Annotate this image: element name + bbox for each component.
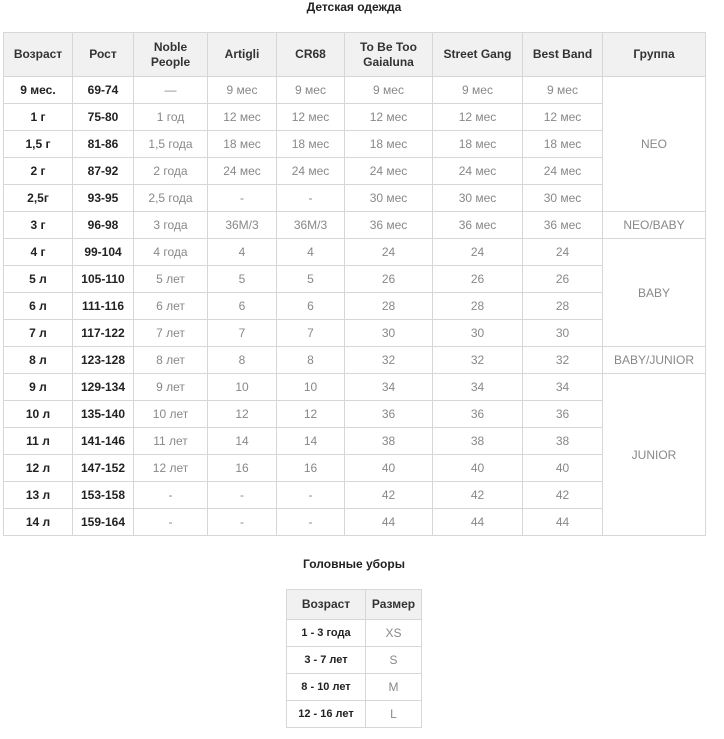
table-cell: 10 bbox=[277, 374, 345, 401]
table-cell: 12 - 16 лет bbox=[287, 701, 366, 728]
table-cell: 7 bbox=[277, 320, 345, 347]
table-cell: 99-104 bbox=[73, 239, 134, 266]
table-cell: 1,5 года bbox=[134, 131, 208, 158]
table-cell: 96-98 bbox=[73, 212, 134, 239]
header-row bbox=[287, 590, 422, 620]
table-row bbox=[4, 266, 706, 293]
column-header: Рост bbox=[73, 33, 134, 77]
table-cell: 141-146 bbox=[73, 428, 134, 455]
table-cell: 30 bbox=[433, 320, 523, 347]
table-row bbox=[4, 104, 706, 131]
table-cell: 7 л bbox=[4, 320, 73, 347]
page-title-kids-clothing: Детская одежда bbox=[306, 0, 402, 14]
table-cell: 14 bbox=[277, 428, 345, 455]
table-cell: 28 bbox=[523, 293, 603, 320]
table-cell: 75-80 bbox=[73, 104, 134, 131]
table-cell: 12 мес bbox=[208, 104, 277, 131]
table-cell: 30 bbox=[523, 320, 603, 347]
table-cell: 32 bbox=[433, 347, 523, 374]
table-row bbox=[287, 647, 422, 674]
table-row bbox=[4, 509, 706, 536]
table-cell: 8 bbox=[208, 347, 277, 374]
table-cell: 38 bbox=[523, 428, 603, 455]
table-cell: 24 мес bbox=[345, 158, 433, 185]
table-cell: 30 мес bbox=[523, 185, 603, 212]
table-cell: 6 bbox=[208, 293, 277, 320]
table-cell: 4 bbox=[208, 239, 277, 266]
table-cell: 24 мес bbox=[523, 158, 603, 185]
column-header: Группа bbox=[603, 33, 706, 77]
table-cell: 36 мес bbox=[345, 212, 433, 239]
table-cell: 9 мес. bbox=[4, 77, 73, 104]
table-row bbox=[4, 401, 706, 428]
table-cell: 123-128 bbox=[73, 347, 134, 374]
table-cell: 12 мес bbox=[345, 104, 433, 131]
table-cell: 2,5г bbox=[4, 185, 73, 212]
table-cell: 42 bbox=[433, 482, 523, 509]
table-cell: 4 bbox=[277, 239, 345, 266]
column-header: Noble People bbox=[134, 33, 208, 77]
column-header: Возраст bbox=[4, 33, 73, 77]
table-cell: 10 л bbox=[4, 401, 73, 428]
table-row bbox=[4, 374, 706, 401]
table-cell: 8 bbox=[277, 347, 345, 374]
table-cell: 36 мес bbox=[433, 212, 523, 239]
table-cell: - bbox=[277, 509, 345, 536]
table-cell: 36M/3 bbox=[277, 212, 345, 239]
table-cell: 9 мес bbox=[277, 77, 345, 104]
table-cell: 38 bbox=[345, 428, 433, 455]
table-cell: 44 bbox=[523, 509, 603, 536]
table-cell: 4 года bbox=[134, 239, 208, 266]
table-cell: 12 л bbox=[4, 455, 73, 482]
table-cell: 14 bbox=[208, 428, 277, 455]
table-cell: 69-74 bbox=[73, 77, 134, 104]
group-cell: NEO/BABY bbox=[603, 212, 706, 239]
table-cell: 9 мес bbox=[208, 77, 277, 104]
table-cell: - bbox=[208, 185, 277, 212]
table-cell: 36 мес bbox=[523, 212, 603, 239]
table-row bbox=[4, 428, 706, 455]
table-cell: 38 bbox=[433, 428, 523, 455]
table-cell: 1 г bbox=[4, 104, 73, 131]
table-cell: 135-140 bbox=[73, 401, 134, 428]
table-cell: 10 bbox=[208, 374, 277, 401]
table-row bbox=[4, 347, 706, 374]
table-cell: 42 bbox=[523, 482, 603, 509]
column-header: Artigli bbox=[208, 33, 277, 77]
table-cell: 28 bbox=[345, 293, 433, 320]
column-header: Street Gang bbox=[433, 33, 523, 77]
table-cell: 34 bbox=[523, 374, 603, 401]
table-cell: 34 bbox=[433, 374, 523, 401]
table-cell: 3 г bbox=[4, 212, 73, 239]
table-row bbox=[4, 293, 706, 320]
table-cell: 4 г bbox=[4, 239, 73, 266]
table-cell: 9 лет bbox=[134, 374, 208, 401]
group-cell: BABY/JUNIOR bbox=[603, 347, 706, 374]
table-cell: XS bbox=[366, 620, 422, 647]
table-cell: 5 bbox=[208, 266, 277, 293]
table-row bbox=[4, 239, 706, 266]
table-cell: - bbox=[277, 185, 345, 212]
table-row bbox=[4, 158, 706, 185]
table-cell: 40 bbox=[433, 455, 523, 482]
column-header: To Be Too Gaialuna bbox=[345, 33, 433, 77]
table-header bbox=[4, 33, 706, 77]
table-cell: 129-134 bbox=[73, 374, 134, 401]
table-cell: 5 лет bbox=[134, 266, 208, 293]
table-cell: 40 bbox=[345, 455, 433, 482]
table-row bbox=[4, 482, 706, 509]
column-header: Возраст bbox=[287, 590, 366, 620]
table-cell: 24 мес bbox=[208, 158, 277, 185]
table-cell: 32 bbox=[523, 347, 603, 374]
kids-clothing-size-table bbox=[3, 32, 706, 536]
table-body bbox=[4, 77, 706, 536]
table-cell: 1,5 г bbox=[4, 131, 73, 158]
table-cell: 8 лет bbox=[134, 347, 208, 374]
table-cell: 9 мес bbox=[433, 77, 523, 104]
table-cell: 12 мес bbox=[433, 104, 523, 131]
table-cell: - bbox=[134, 509, 208, 536]
table-cell: 36 bbox=[523, 401, 603, 428]
table-cell: 6 л bbox=[4, 293, 73, 320]
table-cell: 12 мес bbox=[277, 104, 345, 131]
column-header: Best Band bbox=[523, 33, 603, 77]
table-cell: 12 bbox=[208, 401, 277, 428]
table-cell: 18 мес bbox=[277, 131, 345, 158]
table-cell: - bbox=[208, 509, 277, 536]
table-cell: 16 bbox=[208, 455, 277, 482]
table-row bbox=[4, 77, 706, 104]
table-cell: 9 мес bbox=[523, 77, 603, 104]
table-cell: 24 bbox=[523, 239, 603, 266]
table-cell: — bbox=[134, 77, 208, 104]
table-cell: 81-86 bbox=[73, 131, 134, 158]
table-cell: 36 bbox=[433, 401, 523, 428]
table-cell: 44 bbox=[345, 509, 433, 536]
table-body bbox=[287, 620, 422, 728]
table-cell: 2 года bbox=[134, 158, 208, 185]
table-cell: 7 bbox=[208, 320, 277, 347]
table-cell: 18 мес bbox=[208, 131, 277, 158]
table-cell: 12 bbox=[277, 401, 345, 428]
section-title-headwear: Головные уборы bbox=[303, 557, 405, 571]
header-row bbox=[4, 33, 706, 77]
column-header: Размер bbox=[366, 590, 422, 620]
table-cell: - bbox=[134, 482, 208, 509]
headwear-size-table bbox=[286, 589, 422, 728]
table-cell: 12 лет bbox=[134, 455, 208, 482]
table-row bbox=[287, 620, 422, 647]
table-cell: 13 л bbox=[4, 482, 73, 509]
table-cell: 3 - 7 лет bbox=[287, 647, 366, 674]
table-cell: 16 bbox=[277, 455, 345, 482]
table-cell: 8 - 10 лет bbox=[287, 674, 366, 701]
table-cell: 36M/3 bbox=[208, 212, 277, 239]
table-cell: 111-116 bbox=[73, 293, 134, 320]
table-cell: 2 г bbox=[4, 158, 73, 185]
table-cell: 30 bbox=[345, 320, 433, 347]
table-cell: - bbox=[208, 482, 277, 509]
table-cell: 18 мес bbox=[523, 131, 603, 158]
table-cell: 1 - 3 года bbox=[287, 620, 366, 647]
table-cell: 9 л bbox=[4, 374, 73, 401]
table-cell: 30 мес bbox=[433, 185, 523, 212]
table-cell: 24 bbox=[433, 239, 523, 266]
table-cell: 24 мес bbox=[433, 158, 523, 185]
table-cell: 36 bbox=[345, 401, 433, 428]
table-row bbox=[4, 212, 706, 239]
group-cell: BABY bbox=[603, 239, 706, 347]
table-cell: 6 лет bbox=[134, 293, 208, 320]
table-cell: 26 bbox=[345, 266, 433, 293]
table-cell: M bbox=[366, 674, 422, 701]
table-cell: 87-92 bbox=[73, 158, 134, 185]
table-cell: 7 лет bbox=[134, 320, 208, 347]
table-cell: 18 мес bbox=[345, 131, 433, 158]
table-cell: 18 мес bbox=[433, 131, 523, 158]
table-cell: L bbox=[366, 701, 422, 728]
table-row bbox=[4, 131, 706, 158]
table-cell: 30 мес bbox=[345, 185, 433, 212]
table-cell: 14 л bbox=[4, 509, 73, 536]
table-cell: 2,5 года bbox=[134, 185, 208, 212]
table-cell: 93-95 bbox=[73, 185, 134, 212]
table-row bbox=[4, 185, 706, 212]
table-row bbox=[4, 320, 706, 347]
table-cell: 12 мес bbox=[523, 104, 603, 131]
table-cell: S bbox=[366, 647, 422, 674]
table-cell: 11 л bbox=[4, 428, 73, 455]
table-row bbox=[4, 455, 706, 482]
table-header bbox=[287, 590, 422, 620]
table-cell: 40 bbox=[523, 455, 603, 482]
table-cell: 9 мес bbox=[345, 77, 433, 104]
table-cell: 5 л bbox=[4, 266, 73, 293]
table-cell: 34 bbox=[345, 374, 433, 401]
table-cell: 3 года bbox=[134, 212, 208, 239]
table-cell: 28 bbox=[433, 293, 523, 320]
table-cell: 1 год bbox=[134, 104, 208, 131]
table-cell: 10 лет bbox=[134, 401, 208, 428]
column-header: CR68 bbox=[277, 33, 345, 77]
table-cell: 159-164 bbox=[73, 509, 134, 536]
table-cell: 32 bbox=[345, 347, 433, 374]
table-cell: 26 bbox=[523, 266, 603, 293]
table-row bbox=[287, 674, 422, 701]
table-cell: 11 лет bbox=[134, 428, 208, 455]
table-cell: 24 bbox=[345, 239, 433, 266]
table-cell: 5 bbox=[277, 266, 345, 293]
table-cell: 6 bbox=[277, 293, 345, 320]
table-cell: 147-152 bbox=[73, 455, 134, 482]
table-cell: 42 bbox=[345, 482, 433, 509]
table-cell: 8 л bbox=[4, 347, 73, 374]
group-cell: NEO bbox=[603, 77, 706, 212]
table-cell: 105-110 bbox=[73, 266, 134, 293]
table-cell: 117-122 bbox=[73, 320, 134, 347]
group-cell: JUNIOR bbox=[603, 374, 706, 536]
table-cell: - bbox=[277, 482, 345, 509]
table-cell: 153-158 bbox=[73, 482, 134, 509]
table-cell: 26 bbox=[433, 266, 523, 293]
table-row bbox=[287, 701, 422, 728]
table-cell: 44 bbox=[433, 509, 523, 536]
table-cell: 24 мес bbox=[277, 158, 345, 185]
